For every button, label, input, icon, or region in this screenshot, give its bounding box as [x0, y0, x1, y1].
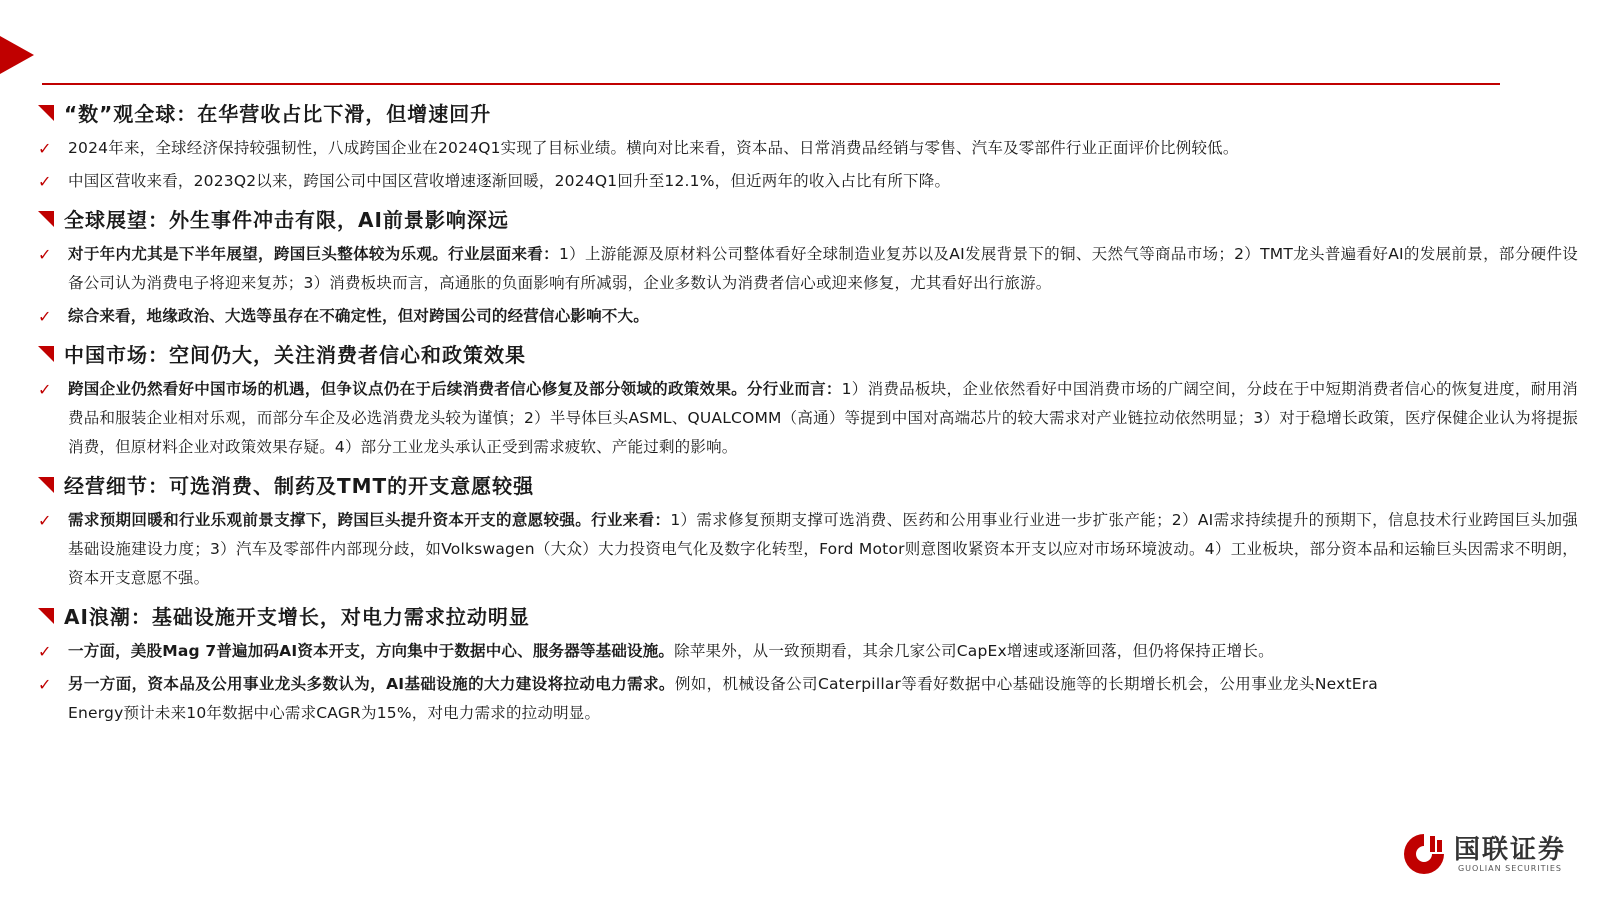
bullet-text: [68, 375, 1578, 462]
bullet-body-text: 1）上游能源及原材料公司整体看好全球制造业复苏以及AI发展背景下的铜、天然气等商品市场；2）TMT龙头普遍看好AI的发展前景，部分硬件设备公司认为消费电子将迎来复苏；3）消费板块而言，高通胀的负面影响有所减弱，企业多数认为消费者信心或迎来修复，尤其看好出行旅游。: [68, 245, 1578, 292]
header-divider: [42, 83, 1500, 85]
heading-triangle-icon: [38, 608, 54, 624]
bullet-text: [68, 506, 1578, 593]
section-heading-text: 全球展望：外生事件冲击有限，AI前景影响深远: [64, 207, 509, 232]
heading-triangle-icon: [38, 211, 54, 227]
checkmark-icon: ✓: [38, 139, 52, 158]
bullet-body-text: 1）需求修复预期支撑可选消费、医药和公用事业行业进一步扩张产能；2）AI需求持续提升的预期下，信息技术行业跨国巨头加强基础设施建设力度；3）汽车及零部件内部现分歧，如Volkswagen（大众）大力投资电气化及数字化转型，Ford Motor则意图收紧资本开支以应对市场环境波动。4）工业板块，部分资本品和运输巨头因需求不明朗，资本开支意愿不强。: [68, 511, 1578, 587]
bullet-item: [38, 240, 1578, 298]
section-heading: [38, 335, 1578, 371]
bullet-body-text: 例如，机械设备公司Caterpillar等看好数据中心基础设施等的长期增长机会，公用事业龙头NextEra Energy预计未来10年数据中心需求CAGR为15%，对电力需求的拉动明显。: [68, 675, 1378, 722]
bullet-item: [38, 670, 1578, 728]
checkmark-icon: ✓: [38, 172, 52, 191]
bullet-item: [38, 167, 1578, 196]
bullet-bold-text: 综合来看，地缘政治、大选等虽存在不确定性，但对跨国公司的经营信心影响不大。: [68, 307, 649, 325]
checkmark-icon: ✓: [38, 380, 52, 399]
section-heading: [38, 466, 1578, 502]
bullet-bold-text: 跨国企业仍然看好中国市场的机遇，但争议点仍在于后续消费者信心修复及部分领域的政策效果。分行业而言：: [68, 380, 842, 398]
bullet-bold-text: 对于年内尤其是下半年展望，跨国巨头整体较为乐观。行业层面来看：: [68, 245, 559, 263]
bullet-text: [68, 302, 649, 331]
bullet-text: [68, 240, 1578, 298]
section-heading-text: AI浪潮：基础设施开支增长，对电力需求拉动明显: [64, 604, 530, 629]
bullet-body-text: 除苹果外，从一致预期看，其余几家公司CapEx增速或逐渐回落，但仍将保持正增长。: [674, 642, 1274, 660]
bullet-body-text: 2024年来，全球经济保持较强韧性，八成跨国企业在2024Q1实现了目标业绩。横向对比来看，资本品、日常消费品经销与零售、汽车及零部件行业正面评价比例较低。: [68, 139, 1239, 157]
logo-chinese-name: 国联证券: [1453, 834, 1566, 865]
bullet-body-text: 1）消费品板块，企业依然看好中国消费市场的广阔空间，分歧在于中短期消费者信心的恢复进度，耐用消费品和服装企业相对乐观，而部分车企及必选消费龙头较为谨慎；2）半导体巨头ASML、QUALCOMM（高通）等提到中国对高端芯片的较大需求对产业链拉动依然明显；3）对于稳增长政策，医疗保健企业认为将提振消费，但原材料企业对政策效果存疑。4）部分工业龙头承认正受到需求疲软、产能过剩的影响。: [68, 380, 1578, 456]
main-content: [38, 92, 1578, 732]
checkmark-icon: ✓: [38, 307, 52, 326]
logo-emblem-icon: [1402, 832, 1446, 876]
checkmark-icon: ✓: [38, 511, 52, 530]
bullet-body-text: 中国区营收来看，2023Q2以来，跨国公司中国区营收增速逐渐回暖，2024Q1回升至12.1%，但近两年的收入占比有所下降。: [68, 172, 951, 190]
bullet-bold-text: 需求预期回暖和行业乐观前景支撑下，跨国巨头提升资本开支的意愿较强。行业来看：: [68, 511, 671, 529]
bullet-text: [68, 167, 950, 196]
bullet-item: [38, 302, 1578, 331]
bullet-item: [38, 134, 1578, 163]
heading-triangle-icon: [38, 346, 54, 362]
bullet-bold-text: 一方面，美股Mag 7普遍加码AI资本开支，方向集中于数据中心、服务器等基础设施。: [68, 642, 675, 660]
section-heading: [38, 200, 1578, 236]
bullet-bold-text: 另一方面，资本品及公用事业龙头多数认为，AI基础设施的大力建设将拉动电力需求。: [68, 675, 675, 693]
bullet-text: [68, 670, 1578, 728]
bullet-item: [38, 637, 1578, 666]
section-heading: [38, 94, 1578, 130]
bullet-item: [38, 506, 1578, 593]
heading-triangle-icon: [38, 105, 54, 121]
checkmark-icon: ✓: [38, 245, 52, 264]
section-heading-text: 经营细节：可选消费、制药及TMT的开支意愿较强: [64, 473, 535, 498]
company-logo: [1402, 832, 1566, 876]
corner-triangle-marker: [0, 36, 34, 74]
checkmark-icon: ✓: [38, 675, 52, 694]
logo-english-name: GUOLIAN SECURITIES: [1457, 863, 1563, 873]
section-heading-text: “数”观全球：在华营收占比下滑，但增速回升: [64, 101, 492, 126]
bullet-text: [68, 637, 1274, 666]
section-heading-text: 中国市场：空间仍大，关注消费者信心和政策效果: [64, 342, 526, 367]
heading-triangle-icon: [38, 477, 54, 493]
bullet-text: [68, 134, 1239, 163]
checkmark-icon: ✓: [38, 642, 52, 661]
section-heading: [38, 597, 1578, 633]
bullet-item: [38, 375, 1578, 462]
